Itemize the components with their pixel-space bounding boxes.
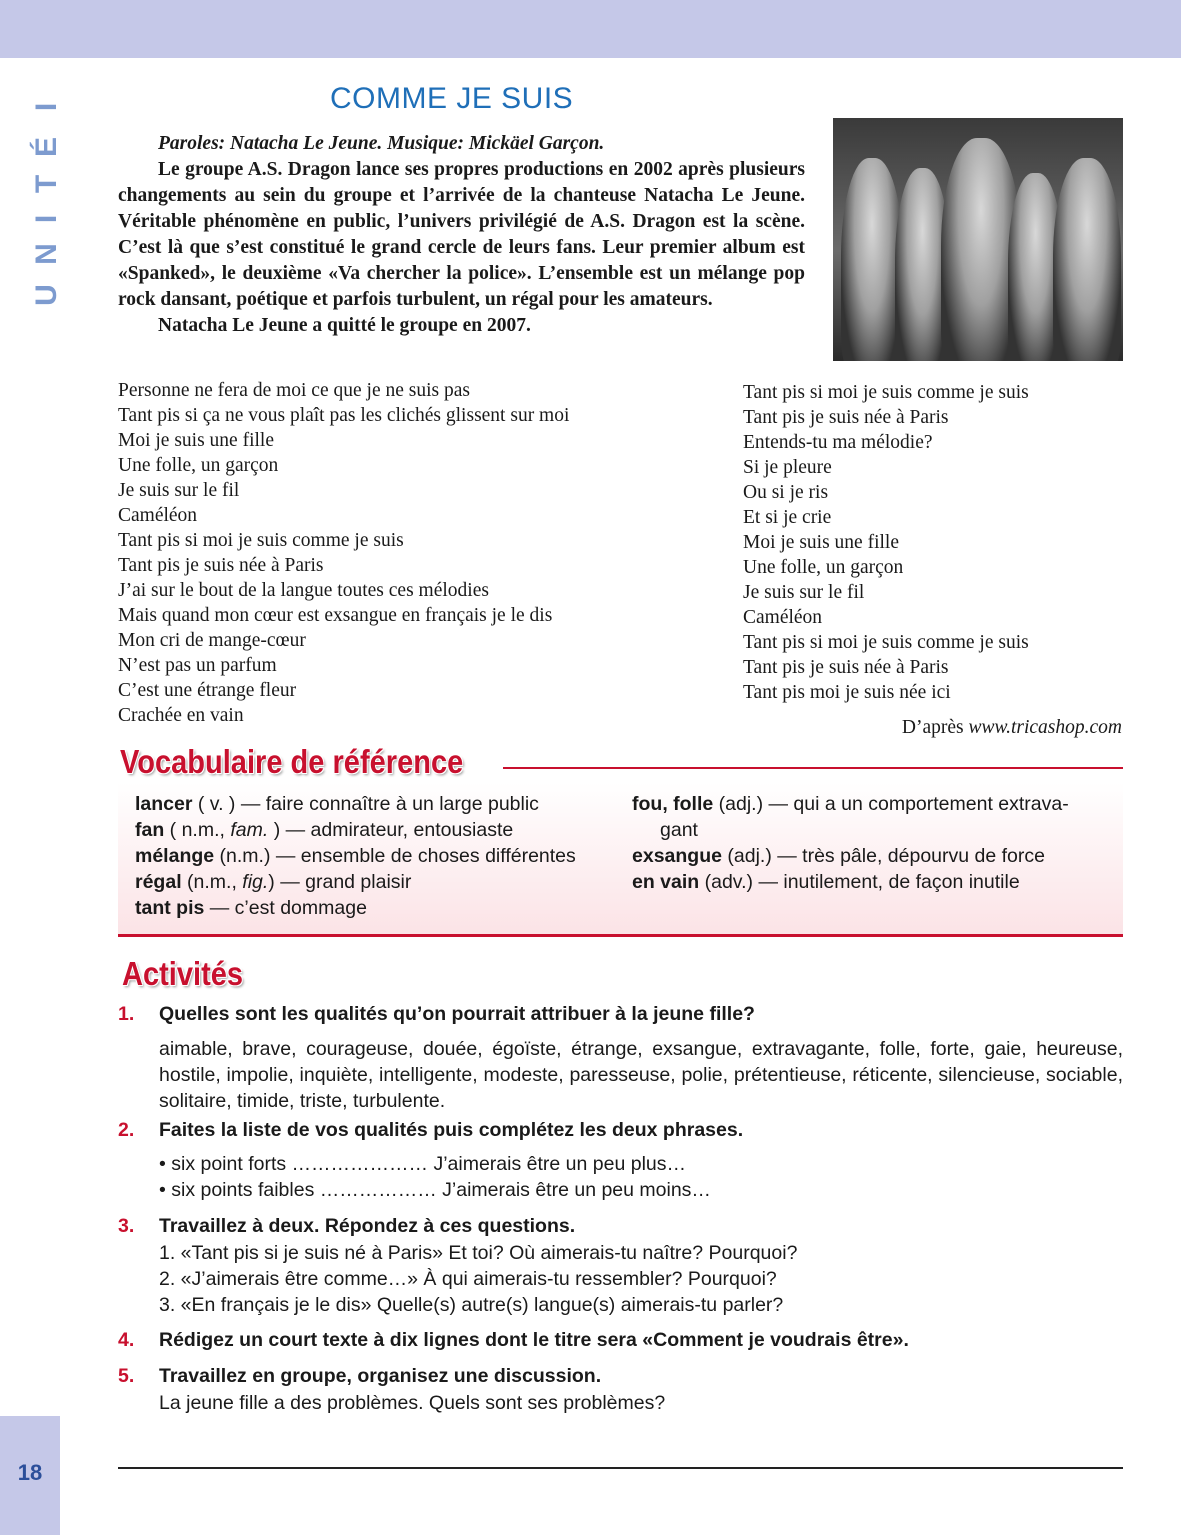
vocab-pos: (n.m., fig.) [181, 871, 281, 893]
lyric-line: Tant pis je suis née à Paris [743, 407, 949, 428]
lyric-line: Moi je suis une fille [743, 532, 899, 553]
lyric-line: Caméléon [743, 607, 823, 628]
vocab-entry [632, 869, 1120, 895]
activity-line: • six points faibles ……………… J’aimerais être un peu moins… [159, 1179, 711, 1201]
activity-line: 3. «En français je le dis» Quelle(s) autre(s) langue(s) aimerais-tu parler? [159, 1294, 784, 1316]
activity-body [159, 1151, 1123, 1203]
intro-text [118, 131, 805, 339]
activity-question: Faites la liste de vos qualités puis complétez les deux phrases. [159, 1119, 744, 1141]
unit-label [22, 100, 72, 306]
vocab-left-column [135, 791, 625, 921]
vocab-entry [135, 817, 625, 843]
lyric-line: Crachée en vain [118, 705, 244, 726]
activity-question: Travaillez à deux. Répondez à ces questions. [159, 1215, 576, 1237]
unit-letter: É [30, 137, 63, 158]
lyrics-right-column [743, 380, 1029, 705]
activity-line: • six point forts ………………… J’aimerais être un peu plus… [159, 1153, 686, 1175]
activity-number: 1. [118, 1003, 135, 1025]
lyric-line: Mais quand mon cœur est exsangue en français je le dis [118, 605, 553, 626]
song-credits: Paroles: Natacha Le Jeune. Musique: Mickäel Garçon. [158, 133, 605, 154]
activity-line: 1. «Tant pis si je suis né à Paris» Et toi? Où aimerais-tu naître? Pourquoi? [159, 1242, 798, 1264]
page-number: 18 [17, 1460, 43, 1485]
lyric-line: Tant pis si moi je suis comme je suis [743, 632, 1029, 653]
vocab-term: fou, folle [632, 793, 714, 815]
vocab-term: exsangue [632, 845, 722, 867]
unit-letter: I [30, 214, 63, 224]
lyric-line: Tant pis si ça ne vous plaît pas les clichés glissent sur moi [118, 405, 570, 426]
vocab-heading: Vocabulaire de référence [120, 743, 464, 780]
activity-line: La jeune fille a des problèmes. Quels sont ses problèmes? [159, 1392, 666, 1414]
qualities-list: aimable, brave, courageuse, douée, égoïste, étrange, exsangue, extravagante, folle, forte, gaie, heureuse, hostile, impolie, inquiète, intelligente, modeste, paresseuse, polie, prétentieuse, réticente, silencieuse, sociable, solitaire, timide, triste, turbulente. [159, 1038, 1123, 1112]
vocab-definition: — ensemble de choses différentes [275, 845, 576, 867]
vocab-entry [632, 843, 1120, 869]
activity-line: 2. «J’aimerais être comme…» À qui aimerais-tu ressembler? Pourquoi? [159, 1268, 777, 1290]
lyric-line: N’est pas un parfum [118, 655, 277, 676]
vocab-definition: — inutilement, de façon inutile [758, 871, 1020, 893]
intro-closing: Natacha Le Jeune a quitté le groupe en 2007. [158, 315, 531, 336]
activity-body [159, 1036, 1123, 1114]
activity-number: 2. [118, 1119, 135, 1141]
lyric-line: Je suis sur le fil [743, 582, 865, 603]
vocab-definition: — grand plaisir [280, 871, 412, 893]
lyric-line: Personne ne fera de moi ce que je ne suis pas [118, 380, 470, 401]
intro-paragraph: Le groupe A.S. Dragon lance ses propres productions en 2002 après plusieurs changements au sein du groupe et l’arrivée de la chanteuse Natacha Le Jeune. Véritable phénomène en public, l’univers privilégié de A.S. Dragon est la scène. C’est là que s’est constitué le grand cercle de leurs fans. Leur premier album est «Spanked», le deuxième «Va chercher la police». L’ensemble est un mélange pop rock dansant, poétique et parfois turbulent, un régal pour les amateurs. [118, 159, 805, 310]
vocab-term: tant pis [135, 897, 205, 919]
unit-letter: T [30, 174, 63, 194]
vocab-rule [503, 767, 1123, 769]
vocab-pos: ( v. ) [192, 793, 241, 815]
lyric-line: Et si je crie [743, 507, 832, 528]
footer-rule [118, 1467, 1123, 1469]
page-title: COMME JE SUIS [330, 82, 574, 115]
activity-body [159, 1240, 1123, 1318]
activities-heading: Activités [122, 955, 244, 992]
lyric-line: Je suis sur le fil [118, 480, 240, 501]
unit-letter: I [30, 102, 63, 112]
vocab-right-column [632, 791, 1120, 895]
vocab-pos: (adj.) [713, 793, 769, 815]
vocab-definition: — c’est dommage [209, 897, 367, 919]
unit-letter: N [30, 243, 63, 265]
lyric-line: Moi je suis une fille [118, 430, 274, 451]
lyric-line: Tant pis je suis née à Paris [743, 657, 949, 678]
vocab-entry [135, 869, 625, 895]
activity-question: Travaillez en groupe, organisez une discussion. [159, 1365, 602, 1387]
vocab-definition: — faire connaître à un large public [240, 793, 539, 815]
source-prefix: D’après [901, 717, 969, 738]
vocab-entry [632, 791, 1120, 817]
lyric-line: Entends-tu ma mélodie? [743, 432, 933, 453]
vocab-term: régal [135, 871, 182, 893]
lyric-line: Si je pleure [743, 457, 832, 478]
vocab-pos: (adv.) [699, 871, 759, 893]
lyric-line: Tant pis si moi je suis comme je suis [743, 382, 1029, 403]
lyric-line: Tant pis moi je suis née ici [743, 682, 951, 703]
unit-letter: U [30, 284, 63, 306]
source-site: www.tricashop.com [968, 717, 1122, 738]
vocab-definition: — qui a un comportement extrava- [768, 793, 1069, 815]
vocab-term: en vain [632, 871, 700, 893]
vocab-entry [135, 843, 625, 869]
lyric-line: J’ai sur le bout de la langue toutes ces mélodies [118, 580, 489, 601]
band-photo [833, 118, 1123, 361]
top-band [0, 0, 1181, 58]
lyric-line: Tant pis je suis née à Paris [118, 555, 324, 576]
vocab-definition: — très pâle, dépourvu de force [777, 845, 1045, 867]
lyric-line: Mon cri de mange-cœur [118, 630, 306, 651]
vocab-pos: ( n.m., fam. ) [164, 819, 286, 841]
activity-body [159, 1390, 1123, 1416]
vocab-definition-continued: gant [660, 819, 698, 841]
activity-question: Quelles sont les qualités qu’on pourrait attribuer à la jeune fille? [159, 1003, 755, 1025]
vocab-term: lancer [135, 793, 193, 815]
activity-number: 4. [118, 1329, 135, 1351]
vocab-box [118, 783, 1123, 937]
lyric-line: Une folle, un garçon [743, 557, 904, 578]
activity-number: 3. [118, 1215, 135, 1237]
vocab-entry [135, 895, 625, 921]
vocab-pos: (adj.) [721, 845, 778, 867]
vocab-entry [135, 791, 625, 817]
lyric-line: Ou si je ris [743, 482, 829, 503]
lyric-line: Caméléon [118, 505, 198, 526]
vocab-term: mélange [135, 845, 215, 867]
lyrics-left-column [118, 378, 569, 728]
source-credit [760, 717, 1122, 739]
lyric-line: Tant pis si moi je suis comme je suis [118, 530, 404, 551]
vocab-pos: (n.m.) [214, 845, 276, 867]
vocab-term: fan [135, 819, 165, 841]
vocab-definition: — admirateur, entousiaste [285, 819, 514, 841]
activity-question: Rédigez un court texte à dix lignes dont le titre sera «Comment je voudrais être». [159, 1329, 909, 1351]
lyric-line: Une folle, un garçon [118, 455, 279, 476]
activity-number: 5. [118, 1365, 135, 1387]
lyric-line: C’est une étrange fleur [118, 680, 297, 701]
